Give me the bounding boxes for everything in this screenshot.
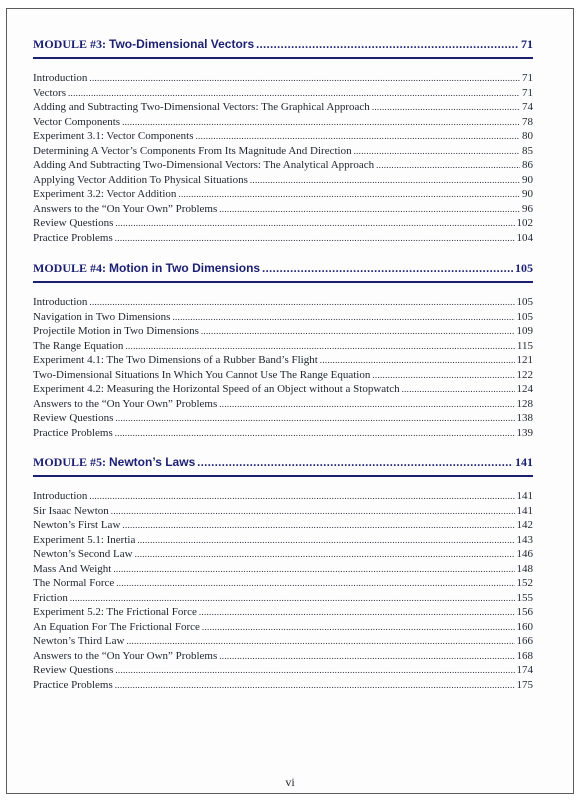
toc-entry [33, 354, 533, 369]
module-heading-page: 71 [521, 37, 533, 51]
toc-entry [33, 72, 533, 87]
toc-entry-page: 71 [522, 72, 533, 84]
toc-entry-label: Experiment 3.2: Vector Addition [33, 188, 177, 200]
toc-entry [33, 534, 533, 549]
toc-entry-label: The Normal Force [33, 577, 115, 589]
dot-leader [320, 354, 515, 367]
module-heading-title: MODULE #5: Newton’s Laws [33, 455, 196, 469]
toc-entry [33, 412, 533, 427]
dot-leader [202, 621, 515, 634]
toc-entry [33, 232, 533, 247]
dot-leader [172, 311, 514, 324]
dot-leader [122, 116, 520, 129]
toc-entry-page: 128 [516, 397, 533, 410]
toc-entry [33, 592, 533, 607]
toc-entry-label: Answers to the “On Your Own” Problems [33, 397, 218, 410]
toc-entry [33, 369, 533, 384]
toc-entry [33, 563, 533, 578]
dot-leader [122, 519, 514, 532]
module-4-section [33, 261, 533, 441]
toc-entry-label: Experiment 3.1: Vector Components [33, 130, 194, 142]
toc-entry-page: 139 [516, 426, 533, 439]
toc-entry-label: Mass And Weight [33, 562, 112, 575]
module-heading-page: 105 [515, 261, 533, 275]
toc-entry-label: Practice Problems [33, 678, 113, 691]
toc-entry-label: Experiment 4.1: The Two Dimensions of a Rubber Band’s Flight [33, 354, 318, 366]
toc-entry-label: Vector Components [33, 115, 121, 128]
dot-leader [115, 232, 515, 245]
toc-entry-label: Determining A Vector’s Components From Its Magnitude And Direction [33, 144, 352, 157]
toc-entry-page: 85 [522, 144, 533, 157]
document-page [6, 8, 574, 794]
toc-entry [33, 650, 533, 665]
toc-entry-page: 86 [522, 159, 533, 171]
toc-entry-page: 160 [516, 620, 533, 633]
toc-entry-label: The Range Equation [33, 339, 124, 352]
toc-entry [33, 548, 533, 563]
toc-entry-label: Adding And Subtracting Two-Dimensional Vectors: The Analytical Approach [33, 159, 375, 171]
toc-entry-label: Review Questions [33, 412, 114, 424]
module-entries [33, 490, 533, 693]
toc-entry-label: Experiment 5.1: Inertia [33, 533, 136, 546]
toc-entry [33, 130, 533, 145]
toc-entry-label: Experiment 5.2: The Frictional Force [33, 606, 197, 618]
toc-entry [33, 174, 533, 189]
toc-entry [33, 311, 533, 326]
toc-entry-page: 138 [516, 412, 533, 424]
toc-entry-label: Introduction [33, 72, 88, 84]
toc-entry-label: Projectile Motion in Two Dimensions [33, 325, 199, 337]
toc-entry-label: Newton’s Third Law [33, 635, 125, 647]
toc-entry-label: Introduction [33, 296, 88, 308]
dot-leader [115, 664, 514, 677]
toc-entry-page: 148 [516, 562, 533, 575]
toc-entry [33, 577, 533, 592]
dot-leader [115, 217, 514, 230]
toc-entry-label: Review Questions [33, 664, 114, 676]
toc-entry [33, 217, 533, 232]
toc-entry [33, 325, 533, 340]
module-5-section [33, 455, 533, 693]
toc-entry-page: 141 [516, 504, 533, 517]
module-3-section [33, 37, 533, 246]
toc-entry-label: Answers to the “On Your Own” Problems [33, 202, 218, 215]
module-heading-title: MODULE #4: Motion in Two Dimensions [33, 261, 261, 275]
dot-leader [219, 398, 514, 411]
page-number-footer: vi [285, 775, 295, 789]
dot-leader [372, 101, 520, 114]
module-heading-page: 141 [515, 455, 533, 469]
toc-entry [33, 145, 533, 160]
toc-entry-page: 124 [516, 383, 533, 395]
toc-entry [33, 159, 533, 174]
dot-leader [197, 455, 513, 469]
dot-leader [250, 174, 520, 187]
toc-entry-page: 105 [516, 296, 533, 308]
toc-entry [33, 519, 533, 534]
dot-leader [89, 72, 520, 85]
toc-entry-page: 174 [516, 664, 533, 676]
dot-leader [199, 606, 515, 619]
toc-entry-label: Practice Problems [33, 426, 113, 439]
dot-leader [115, 679, 515, 692]
toc-entry-page: 78 [522, 115, 533, 128]
dot-leader [111, 505, 515, 518]
toc-entry-label: Experiment 4.2: Measuring the Horizontal Speed of an Object without a Stopwatch [33, 383, 400, 395]
toc-entry-label: Friction [33, 591, 68, 604]
dot-leader [68, 87, 520, 100]
dot-leader [115, 427, 515, 440]
toc-entry-label: Answers to the “On Your Own” Problems [33, 649, 218, 662]
toc-entry-label: An Equation For The Frictional Force [33, 620, 200, 633]
dot-leader [115, 412, 514, 425]
toc-entry-label: Practice Problems [33, 231, 113, 244]
toc-entry [33, 296, 533, 311]
module-heading [33, 455, 533, 477]
dot-leader [125, 340, 514, 353]
toc-entry [33, 635, 533, 650]
toc-entry-label: Review Questions [33, 217, 114, 229]
dot-leader [262, 261, 513, 275]
toc-entry-page: 90 [522, 173, 533, 186]
toc-entry-page: 152 [516, 577, 533, 589]
dot-leader [113, 563, 514, 576]
toc-entry [33, 490, 533, 505]
toc-entry [33, 427, 533, 442]
toc-entry-page: 142 [516, 519, 533, 531]
toc-entry-page: 155 [516, 591, 533, 604]
toc-entry-page: 109 [516, 325, 533, 337]
dot-leader [201, 325, 515, 338]
toc-entry-page: 141 [516, 490, 533, 502]
toc-entry-page: 146 [516, 548, 533, 560]
dot-leader [219, 650, 514, 663]
toc-entry [33, 398, 533, 413]
dot-leader [70, 592, 515, 605]
module-heading [33, 261, 533, 283]
toc-entry-page: 115 [516, 339, 533, 352]
dot-leader [126, 635, 514, 648]
module-heading-title: MODULE #3: Two-Dimensional Vectors [33, 37, 255, 51]
dot-leader [372, 369, 514, 382]
module-entries [33, 296, 533, 441]
dot-leader [178, 188, 520, 201]
toc-entry [33, 340, 533, 355]
toc-entry-page: 74 [522, 101, 533, 113]
toc-entry [33, 679, 533, 694]
dot-leader [89, 296, 514, 309]
toc-entry-label: Newton’s Second Law [33, 548, 133, 560]
dot-leader [116, 577, 514, 590]
toc-entry-page: 104 [516, 231, 533, 244]
toc-entry [33, 606, 533, 621]
toc-entry-label: Two-Dimensional Situations In Which You Cannot Use The Range Equation [33, 368, 371, 381]
toc-entry-label: Navigation in Two Dimensions [33, 310, 171, 323]
dot-leader [196, 130, 521, 143]
toc-entry [33, 505, 533, 520]
module-heading [33, 37, 533, 59]
toc-entry [33, 383, 533, 398]
toc-entry [33, 188, 533, 203]
toc-entry-label: Newton’s First Law [33, 519, 121, 531]
dot-leader [219, 203, 520, 216]
toc-entry-label: Adding and Subtracting Two-Dimensional Vectors: The Graphical Approach [33, 101, 370, 113]
toc-entry [33, 203, 533, 218]
dot-leader [402, 383, 515, 396]
dot-leader [89, 490, 514, 503]
toc-entry-page: 122 [516, 368, 533, 381]
dot-leader [135, 548, 515, 561]
toc-entry-page: 102 [516, 217, 533, 229]
dot-leader [354, 145, 520, 158]
toc-entry [33, 621, 533, 636]
toc-entry [33, 664, 533, 679]
toc-entry-label: Introduction [33, 490, 88, 502]
toc-entry-page: 168 [516, 649, 533, 662]
toc-entry-page: 71 [522, 86, 533, 99]
toc-entry-page: 175 [516, 678, 533, 691]
toc-entry-page: 80 [522, 130, 533, 142]
toc-entry-page: 143 [516, 533, 533, 546]
toc-entry-page: 166 [516, 635, 533, 647]
toc-entry-page: 121 [516, 354, 533, 366]
dot-leader [137, 534, 514, 547]
dot-leader [376, 159, 520, 172]
toc-entry-label: Vectors [33, 86, 66, 99]
dot-leader [256, 37, 519, 51]
toc-entry [33, 101, 533, 116]
toc-entry-page: 96 [522, 202, 533, 215]
module-entries [33, 72, 533, 246]
toc-entry-label: Sir Isaac Newton [33, 504, 109, 517]
toc-entry-page: 156 [516, 606, 533, 618]
toc-entry-page: 105 [516, 310, 533, 323]
toc-entry-page: 90 [522, 188, 533, 200]
toc-entry [33, 116, 533, 131]
toc-entry-label: Applying Vector Addition To Physical Situations [33, 173, 248, 186]
toc-entry [33, 87, 533, 102]
